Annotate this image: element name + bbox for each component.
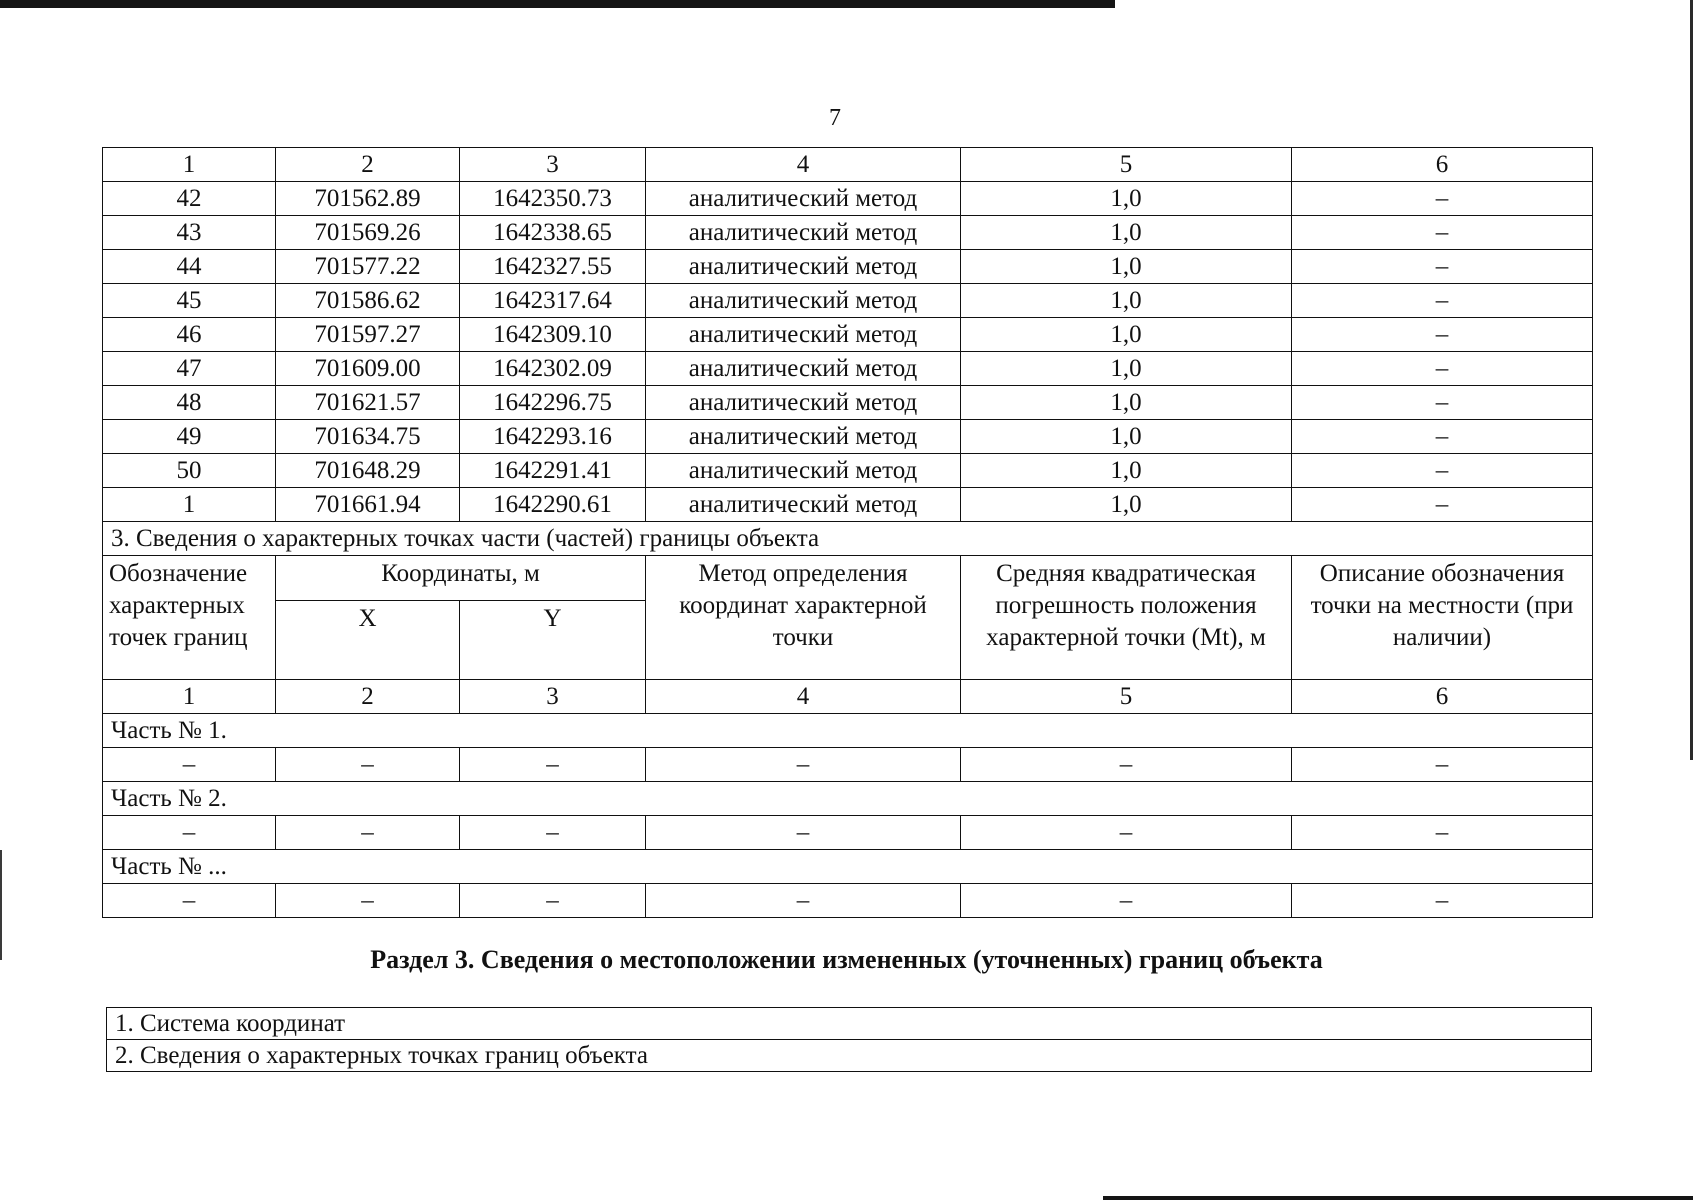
header-y: Y (460, 601, 646, 680)
point-cell: 44 (103, 250, 276, 284)
boundary-points-cell: 2. Сведения о характерных точках границ объекта (107, 1040, 1592, 1072)
x-coordinate-cell: 701661.94 (276, 488, 460, 522)
accuracy-cell: 1,0 (961, 318, 1292, 352)
part-value-cell: – (460, 816, 646, 850)
part-label: Часть № ... (103, 850, 1593, 884)
table-row (103, 182, 1593, 216)
part-value-cell: – (276, 748, 460, 782)
header-row (103, 556, 1593, 601)
section3-title: 3. Сведения о характерных точках части (частей) границы объекта (103, 522, 1593, 556)
accuracy-cell: 1,0 (961, 216, 1292, 250)
x-coordinate-cell: 701648.29 (276, 454, 460, 488)
description-cell: – (1292, 386, 1593, 420)
table-row (103, 454, 1593, 488)
column-number-cell: 6 (1292, 148, 1593, 182)
y-coordinate-cell: 1642309.10 (460, 318, 646, 352)
section3-title-row (103, 522, 1593, 556)
section-title: Раздел 3. Сведения о местоположении измененных (уточненных) границ объекта (370, 945, 1323, 974)
coordinate-system-cell: 1. Система координат (107, 1008, 1592, 1040)
part-label-row (103, 850, 1593, 884)
section3-table (106, 1007, 1592, 1072)
accuracy-cell: 1,0 (961, 250, 1292, 284)
y-coordinate-cell: 1642338.65 (460, 216, 646, 250)
part-values-row (103, 884, 1593, 918)
point-cell: 46 (103, 318, 276, 352)
y-coordinate-cell: 1642350.73 (460, 182, 646, 216)
part-label: Часть № 2. (103, 782, 1593, 816)
part-value-cell: – (1292, 748, 1593, 782)
table-row (103, 488, 1593, 522)
method-cell: аналитический метод (646, 352, 961, 386)
column-number-cell: 2 (276, 148, 460, 182)
x-coordinate-cell: 701577.22 (276, 250, 460, 284)
accuracy-cell: 1,0 (961, 454, 1292, 488)
part-value-cell: – (961, 816, 1292, 850)
point-cell: 48 (103, 386, 276, 420)
method-cell: аналитический метод (646, 284, 961, 318)
column-number-cell: 3 (460, 148, 646, 182)
accuracy-cell: 1,0 (961, 284, 1292, 318)
part-label: Часть № 1. (103, 714, 1593, 748)
description-cell: – (1292, 454, 1593, 488)
table-row (103, 216, 1593, 250)
boundary-points-table-body (103, 148, 1593, 918)
column-number-cell: 4 (646, 148, 961, 182)
description-cell: – (1292, 284, 1593, 318)
column-number-cell: 2 (276, 680, 460, 714)
header-x: X (276, 601, 460, 680)
header-description: Описание обозначения точки на местности (при наличии) (1292, 556, 1593, 680)
accuracy-cell: 1,0 (961, 352, 1292, 386)
method-cell: аналитический метод (646, 216, 961, 250)
header-coordinates: Координаты, м (276, 556, 646, 601)
description-cell: – (1292, 216, 1593, 250)
column-number-cell: 1 (103, 680, 276, 714)
part-value-cell: – (1292, 816, 1593, 850)
table-row (103, 352, 1593, 386)
method-cell: аналитический метод (646, 488, 961, 522)
column-number-cell: 3 (460, 680, 646, 714)
table-row (103, 386, 1593, 420)
header-method: Метод определения координат характерной точки (646, 556, 961, 680)
table-row (103, 318, 1593, 352)
x-coordinate-cell: 701562.89 (276, 182, 460, 216)
accuracy-cell: 1,0 (961, 420, 1292, 454)
table-row (107, 1008, 1592, 1040)
y-coordinate-cell: 1642296.75 (460, 386, 646, 420)
part-value-cell: – (460, 748, 646, 782)
method-cell: аналитический метод (646, 454, 961, 488)
table-row (103, 250, 1593, 284)
method-cell: аналитический метод (646, 318, 961, 352)
y-coordinate-cell: 1642317.64 (460, 284, 646, 318)
part-values-row (103, 748, 1593, 782)
point-cell: 50 (103, 454, 276, 488)
description-cell: – (1292, 420, 1593, 454)
point-cell: 49 (103, 420, 276, 454)
method-cell: аналитический метод (646, 182, 961, 216)
column-number-cell: 4 (646, 680, 961, 714)
column-number-cell: 5 (961, 148, 1292, 182)
column-number-row (103, 680, 1593, 714)
accuracy-cell: 1,0 (961, 182, 1292, 216)
method-cell: аналитический метод (646, 420, 961, 454)
part-value-cell: – (276, 884, 460, 918)
column-number-row (103, 148, 1593, 182)
x-coordinate-cell: 701586.62 (276, 284, 460, 318)
y-coordinate-cell: 1642327.55 (460, 250, 646, 284)
header-designation: Обозначение характерных точек границ (103, 556, 276, 680)
scan-border-top (0, 0, 1115, 8)
x-coordinate-cell: 701621.57 (276, 386, 460, 420)
x-coordinate-cell: 701597.27 (276, 318, 460, 352)
part-value-cell: – (646, 816, 961, 850)
boundary-points-table (102, 147, 1593, 918)
accuracy-cell: 1,0 (961, 386, 1292, 420)
table-row (103, 284, 1593, 318)
table-row (103, 420, 1593, 454)
column-number-cell: 1 (103, 148, 276, 182)
description-cell: – (1292, 182, 1593, 216)
point-cell: 43 (103, 216, 276, 250)
part-value-cell: – (103, 748, 276, 782)
point-cell: 42 (103, 182, 276, 216)
x-coordinate-cell: 701609.00 (276, 352, 460, 386)
part-values-row (103, 816, 1593, 850)
part-value-cell: – (646, 884, 961, 918)
scan-border-bottom (1103, 1196, 1693, 1200)
y-coordinate-cell: 1642302.09 (460, 352, 646, 386)
column-number-cell: 6 (1292, 680, 1593, 714)
y-coordinate-cell: 1642293.16 (460, 420, 646, 454)
page-number: 7 (829, 105, 841, 131)
accuracy-cell: 1,0 (961, 488, 1292, 522)
part-label-row (103, 714, 1593, 748)
part-value-cell: – (961, 884, 1292, 918)
header-accuracy: Средняя квадратическая погрешность положения характерной точки (Mt), м (961, 556, 1292, 680)
method-cell: аналитический метод (646, 250, 961, 284)
part-value-cell: – (646, 748, 961, 782)
x-coordinate-cell: 701634.75 (276, 420, 460, 454)
part-value-cell: – (103, 816, 276, 850)
point-cell: 47 (103, 352, 276, 386)
description-cell: – (1292, 488, 1593, 522)
x-coordinate-cell: 701569.26 (276, 216, 460, 250)
part-value-cell: – (460, 884, 646, 918)
part-value-cell: – (103, 884, 276, 918)
point-cell: 1 (103, 488, 276, 522)
part-value-cell: – (1292, 884, 1593, 918)
description-cell: – (1292, 250, 1593, 284)
column-number-cell: 5 (961, 680, 1292, 714)
description-cell: – (1292, 352, 1593, 386)
part-value-cell: – (961, 748, 1292, 782)
table-row (107, 1040, 1592, 1072)
y-coordinate-cell: 1642290.61 (460, 488, 646, 522)
part-value-cell: – (276, 816, 460, 850)
description-cell: – (1292, 318, 1593, 352)
point-cell: 45 (103, 284, 276, 318)
method-cell: аналитический метод (646, 386, 961, 420)
y-coordinate-cell: 1642291.41 (460, 454, 646, 488)
part-label-row (103, 782, 1593, 816)
